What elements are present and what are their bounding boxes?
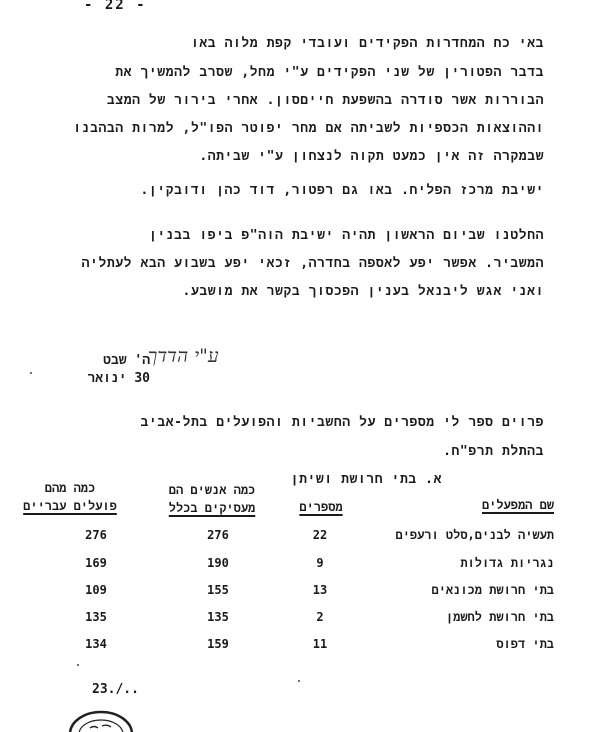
text-line: ואני אגש ליבנאל בענין הפכסוך בקשר את מושבע.: [182, 284, 544, 299]
scan-speck: [298, 680, 300, 682]
scan-speck: [77, 664, 79, 666]
table-section-label: א. בתי חרושת ושיתן: [290, 472, 442, 487]
text-line: וההוצאות הכספיות לשביתה אם מחר יפוטר הפו"ל, למרות הבהבנו: [73, 121, 544, 136]
date-gregorian: 30 ינואר: [87, 371, 150, 386]
stamp-seal-icon: [66, 704, 136, 732]
header-type: שם המפעלים: [481, 498, 554, 512]
handwritten-signature: ע"י הדדך: [148, 345, 219, 367]
text-line: שבמקרה זה אין כמעט תקוה לנצחון ע"י שביתה.: [199, 149, 544, 164]
page-continuation: 23./..: [92, 682, 139, 697]
intro-line: פרוים ספר לי מספרים על החשביות והפועלים בתל-אביב: [140, 415, 544, 430]
page-number: - 22 -: [84, 0, 147, 13]
header-organized-workers: כמה מהם פועלים עבריים: [23, 481, 117, 513]
text-line: בדבר הפטורין של שני הפקידים ע"י מחל, שסרב להמשיך את: [115, 65, 544, 80]
header-count: מספרים: [299, 500, 343, 514]
section-heading: ישיבת מרכז הפליח. באו גם רפטור, דוד כהן ודובקין.: [140, 183, 544, 198]
text-line: הבוררות אשר סודרה בהשפעת חייםסון. אחרי בירור של המצב: [106, 93, 544, 108]
date-hebrew: ה' שבט: [103, 353, 150, 368]
intro-line: בהתלת תרפ"ח.: [443, 444, 544, 459]
text-line: באי כח המחדרות הפקידים ועובדי קפת מלוה באו: [190, 36, 544, 51]
scan-speck: [30, 372, 32, 374]
text-line: החלטנו שביום הראשון תהיה ישיבת הוה"פ ביפו בבנין: [148, 228, 544, 243]
header-total-workers: כמה אנשים הם מעסיקים בכלל: [168, 483, 256, 515]
text-line: המשביר. אפשר יפע לאספה בחדרה, זכאי יפע בשבוע הבא לעתליה: [81, 256, 544, 271]
date-block: [62, 352, 150, 388]
